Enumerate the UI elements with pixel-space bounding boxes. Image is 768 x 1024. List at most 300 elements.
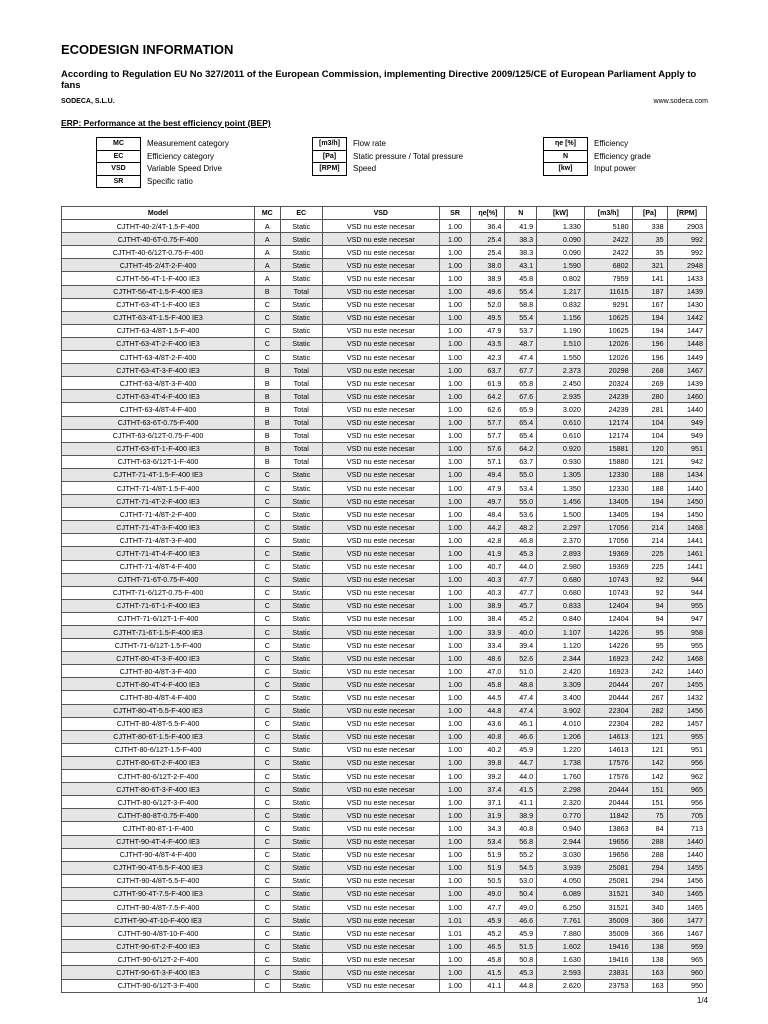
table-row	[62, 770, 707, 783]
table-cell: VSD nu este necesar	[322, 848, 439, 861]
table-cell: CJTHT-80-4/8T-5.5-F-400	[62, 717, 255, 730]
table-cell: 52.6	[505, 652, 537, 665]
table-cell: 44.8	[471, 704, 505, 717]
table-cell: CJTHT-56-4T-1-F-400 IE3	[62, 272, 255, 285]
table-cell: 1442	[667, 311, 706, 324]
table-cell: CJTHT-80-6T-1.5-F-400 IE3	[62, 730, 255, 743]
table-cell: 35	[632, 233, 667, 246]
table-cell: 53.0	[505, 874, 537, 887]
table-cell: 36.4	[471, 220, 505, 233]
table-cell: 1450	[667, 508, 706, 521]
table-cell: 951	[667, 743, 706, 756]
table-cell: 1.01	[439, 927, 471, 940]
table-cell: 19416	[584, 953, 632, 966]
table-cell: VSD nu este necesar	[322, 220, 439, 233]
table-cell: Static	[280, 900, 322, 913]
table-cell: 0.920	[537, 442, 585, 455]
table-cell: 31521	[584, 900, 632, 913]
table-row	[62, 220, 707, 233]
table-cell: 1.00	[439, 704, 471, 717]
table-cell: 40.3	[471, 586, 505, 599]
erp-heading: ERP: Performance at the best efficiency point (BEP)	[61, 118, 271, 128]
legend-category-key: EC	[97, 150, 141, 163]
table-cell: CJTHT-80-8T-0.75-F-400	[62, 809, 255, 822]
table-cell: CJTHT-71-4/8T-2-F-400	[62, 508, 255, 521]
table-cell: 1.00	[439, 626, 471, 639]
table-cell: CJTHT-63-4T-1.5-F-400 IE3	[62, 311, 255, 324]
table-cell: 1468	[667, 652, 706, 665]
table-cell: Static	[280, 940, 322, 953]
table-cell: VSD nu este necesar	[322, 246, 439, 259]
table-cell: Static	[280, 521, 322, 534]
table-cell: C	[255, 612, 280, 625]
table-cell: 53.7	[505, 324, 537, 337]
table-cell: B	[255, 377, 280, 390]
table-cell: 1.00	[439, 717, 471, 730]
table-cell: C	[255, 311, 280, 324]
table-cell: 1465	[667, 900, 706, 913]
table-row	[62, 717, 707, 730]
table-cell: 2.944	[537, 835, 585, 848]
table-cell: Static	[280, 495, 322, 508]
table-cell: VSD nu este necesar	[322, 377, 439, 390]
table-cell: 960	[667, 966, 706, 979]
legend-category-key: VSD	[97, 163, 141, 176]
table-cell: Static	[280, 220, 322, 233]
table-cell: VSD nu este necesar	[322, 272, 439, 285]
table-cell: VSD nu este necesar	[322, 351, 439, 364]
table-cell: 55.0	[505, 468, 537, 481]
table-cell: 11615	[584, 285, 632, 298]
table-cell: Static	[280, 717, 322, 730]
table-cell: 42.3	[471, 351, 505, 364]
table-cell: 288	[632, 848, 667, 861]
table-cell: 1.00	[439, 756, 471, 769]
table-cell: 41.1	[471, 979, 505, 992]
table-cell: 20444	[584, 678, 632, 691]
table-cell: 1.00	[439, 495, 471, 508]
table-cell: A	[255, 259, 280, 272]
regulation-subtitle: According to Regulation EU No 327/2011 of the European Commission, implementing Directive 2009/125/CE of European Parliament Apply to fans	[61, 69, 697, 91]
table-cell: 95	[632, 639, 667, 652]
table-cell: 104	[632, 429, 667, 442]
legend-efficiency-desc: Input power	[594, 164, 636, 174]
table-cell: 7.880	[537, 927, 585, 940]
table-cell: 1.217	[537, 285, 585, 298]
table-cell: 1.00	[439, 390, 471, 403]
table-cell: VSD nu este necesar	[322, 599, 439, 612]
table-cell: 2903	[667, 220, 706, 233]
table-cell: 958	[667, 626, 706, 639]
table-cell: 225	[632, 547, 667, 560]
table-cell: CJTHT-63-4T-3-F-400 IE3	[62, 364, 255, 377]
table-cell: 294	[632, 861, 667, 874]
table-row	[62, 534, 707, 547]
table-cell: CJTHT-71-6T-0.75-F-400	[62, 573, 255, 586]
table-row	[62, 246, 707, 259]
table-cell: VSD nu este necesar	[322, 783, 439, 796]
table-cell: VSD nu este necesar	[322, 285, 439, 298]
table-cell: Total	[280, 429, 322, 442]
table-cell: CJTHT-71-4/8T-4-F-400	[62, 560, 255, 573]
table-cell: 2422	[584, 246, 632, 259]
table-cell: Static	[280, 691, 322, 704]
table-cell: 55.0	[505, 495, 537, 508]
table-cell: 15880	[584, 455, 632, 468]
table-cell: 338	[632, 220, 667, 233]
table-cell: C	[255, 717, 280, 730]
table-cell: CJTHT-56-4T-1.5-F-400 IE3	[62, 285, 255, 298]
table-cell: VSD nu este necesar	[322, 429, 439, 442]
table-cell: 1.00	[439, 246, 471, 259]
table-cell: 962	[667, 770, 706, 783]
table-cell: 44.7	[505, 756, 537, 769]
legend-unit-key: [RPM]	[313, 163, 347, 176]
table-cell: C	[255, 665, 280, 678]
table-cell: Static	[280, 874, 322, 887]
table-cell: 121	[632, 455, 667, 468]
table-cell: 194	[632, 311, 667, 324]
table-cell: CJTHT-63-4T-1-F-400 IE3	[62, 298, 255, 311]
table-cell: 1.00	[439, 573, 471, 586]
column-header: MC	[255, 207, 280, 220]
table-cell: CJTHT-63-6/12T-0.75-F-400	[62, 429, 255, 442]
table-cell: VSD nu este necesar	[322, 717, 439, 730]
legend-unit-row	[313, 163, 464, 176]
table-row	[62, 298, 707, 311]
table-cell: 92	[632, 573, 667, 586]
table-cell: 48.7	[505, 337, 537, 350]
table-cell: 1.190	[537, 324, 585, 337]
table-cell: B	[255, 455, 280, 468]
table-cell: 949	[667, 429, 706, 442]
table-cell: 950	[667, 979, 706, 992]
table-cell: Static	[280, 678, 322, 691]
table-cell: VSD nu este necesar	[322, 678, 439, 691]
legend-efficiency-row	[544, 150, 652, 163]
table-cell: C	[255, 887, 280, 900]
table-cell: C	[255, 914, 280, 927]
table-row	[62, 337, 707, 350]
table-cell: CJTHT-63-4T-4-F-400 IE3	[62, 390, 255, 403]
table-cell: 1.00	[439, 652, 471, 665]
table-cell: C	[255, 940, 280, 953]
table-row	[62, 573, 707, 586]
table-cell: CJTHT-90-4/8T-10-F-400	[62, 927, 255, 940]
table-cell: 1.760	[537, 770, 585, 783]
table-cell: VSD nu este necesar	[322, 442, 439, 455]
table-cell: 53.6	[505, 508, 537, 521]
table-cell: 23753	[584, 979, 632, 992]
table-cell: 3.902	[537, 704, 585, 717]
table-row	[62, 874, 707, 887]
table-cell: 1447	[667, 324, 706, 337]
table-cell: 1.00	[439, 665, 471, 678]
table-cell: 12330	[584, 481, 632, 494]
table-cell: CJTHT-90-4T-4-F-400 IE3	[62, 835, 255, 848]
table-cell: 1.00	[439, 311, 471, 324]
legend-category-row	[97, 150, 230, 163]
table-cell: 54.5	[505, 861, 537, 874]
table-row	[62, 796, 707, 809]
table-cell: 25081	[584, 861, 632, 874]
table-cell: 3.030	[537, 848, 585, 861]
table-cell: Static	[280, 639, 322, 652]
table-cell: 1.00	[439, 547, 471, 560]
table-cell: 281	[632, 403, 667, 416]
table-cell: Static	[280, 298, 322, 311]
column-header: ηe[%]	[471, 207, 505, 220]
table-cell: 39.2	[471, 770, 505, 783]
table-cell: 12174	[584, 416, 632, 429]
table-cell: C	[255, 953, 280, 966]
table-cell: 2.450	[537, 377, 585, 390]
table-cell: Static	[280, 743, 322, 756]
table-cell: 53.4	[505, 481, 537, 494]
table-cell: 33.4	[471, 639, 505, 652]
table-cell: 51.9	[471, 848, 505, 861]
table-row	[62, 599, 707, 612]
legend-efficiency-desc: Efficiency grade	[594, 151, 651, 161]
table-cell: 1.602	[537, 940, 585, 953]
table-cell: VSD nu este necesar	[322, 468, 439, 481]
table-cell: 6.089	[537, 887, 585, 900]
table-cell: 49.5	[471, 311, 505, 324]
table-cell: 6.250	[537, 900, 585, 913]
table-cell: 1.120	[537, 639, 585, 652]
legend-efficiency-row	[544, 138, 652, 151]
table-cell: 1461	[667, 547, 706, 560]
table-cell: 0.680	[537, 573, 585, 586]
table-cell: 20298	[584, 364, 632, 377]
table-cell: 49.0	[471, 887, 505, 900]
table-cell: 1455	[667, 861, 706, 874]
table-cell: 17056	[584, 521, 632, 534]
table-cell: 1456	[667, 874, 706, 887]
table-cell: C	[255, 704, 280, 717]
table-cell: 34.3	[471, 822, 505, 835]
table-cell: 61.9	[471, 377, 505, 390]
table-cell: 17056	[584, 534, 632, 547]
table-cell: CJTHT-63-4/8T-1.5-F-400	[62, 324, 255, 337]
table-cell: VSD nu este necesar	[322, 508, 439, 521]
table-cell: 92	[632, 586, 667, 599]
table-cell: 1.00	[439, 966, 471, 979]
table-cell: 713	[667, 822, 706, 835]
table-cell: 63.7	[505, 455, 537, 468]
table-cell: 1467	[667, 364, 706, 377]
table-cell: 1.590	[537, 259, 585, 272]
table-cell: 321	[632, 259, 667, 272]
table-cell: 1.00	[439, 521, 471, 534]
table-cell: 13405	[584, 495, 632, 508]
table-cell: Total	[280, 390, 322, 403]
legend-category-key: MC	[97, 138, 141, 151]
table-cell: C	[255, 848, 280, 861]
table-cell: 2.297	[537, 521, 585, 534]
legend-category-desc: Efficiency category	[147, 151, 214, 161]
table-cell: A	[255, 233, 280, 246]
table-cell: Static	[280, 756, 322, 769]
table-cell: 47.4	[505, 691, 537, 704]
table-cell: Static	[280, 626, 322, 639]
table-cell: 2.620	[537, 979, 585, 992]
page-number: 1/4	[696, 996, 708, 1005]
table-row	[62, 429, 707, 442]
table-cell: 1.00	[439, 508, 471, 521]
table-cell: VSD nu este necesar	[322, 665, 439, 678]
table-cell: 1.00	[439, 233, 471, 246]
table-cell: 50.8	[505, 953, 537, 966]
table-cell: 2.935	[537, 390, 585, 403]
legend-efficiency-key: ηe [%]	[544, 138, 588, 151]
table-row	[62, 730, 707, 743]
table-cell: 1455	[667, 678, 706, 691]
table-cell: 10743	[584, 586, 632, 599]
table-cell: Static	[280, 809, 322, 822]
table-cell: CJTHT-63-4/8T-2-F-400	[62, 351, 255, 364]
table-row	[62, 547, 707, 560]
table-cell: C	[255, 691, 280, 704]
table-cell: 45.2	[471, 927, 505, 940]
table-cell: C	[255, 351, 280, 364]
table-cell: CJTHT-80-6T-2-F-400 IE3	[62, 756, 255, 769]
legend-unit-key: [m3/h]	[313, 138, 347, 151]
table-cell: 340	[632, 887, 667, 900]
legend-category-desc: Specific ratio	[147, 176, 193, 186]
table-cell: VSD nu este necesar	[322, 979, 439, 992]
table-cell: 949	[667, 416, 706, 429]
table-cell: 50.5	[471, 874, 505, 887]
table-cell: 42.8	[471, 534, 505, 547]
table-cell: 51.0	[505, 665, 537, 678]
table-cell: 40.2	[471, 743, 505, 756]
table-cell: 31521	[584, 887, 632, 900]
table-cell: 1.00	[439, 337, 471, 350]
legend-efficiency-desc: Efficiency	[594, 139, 629, 149]
table-cell: 3.309	[537, 678, 585, 691]
table-cell: Static	[280, 927, 322, 940]
table-cell: 49.0	[505, 900, 537, 913]
table-cell: CJTHT-63-6T-1-F-400 IE3	[62, 442, 255, 455]
table-cell: 19369	[584, 560, 632, 573]
table-cell: B	[255, 416, 280, 429]
table-cell: 46.1	[505, 717, 537, 730]
table-cell: VSD nu este necesar	[322, 940, 439, 953]
table-cell: CJTHT-40-6/12T-0.75-F-400	[62, 246, 255, 259]
table-cell: 1467	[667, 927, 706, 940]
table-row	[62, 887, 707, 900]
table-cell: 16923	[584, 665, 632, 678]
table-cell: CJTHT-90-4/8T-4-F-400	[62, 848, 255, 861]
legend-category-key: SR	[97, 175, 141, 188]
website-link[interactable]: www.sodeca.com	[653, 98, 708, 105]
table-cell: 16923	[584, 652, 632, 665]
table-cell: C	[255, 809, 280, 822]
table-cell: CJTHT-80-6T-3-F-400 IE3	[62, 783, 255, 796]
table-cell: 46.6	[505, 730, 537, 743]
table-row	[62, 259, 707, 272]
table-cell: 1468	[667, 521, 706, 534]
table-row	[62, 861, 707, 874]
table-cell: VSD nu este necesar	[322, 403, 439, 416]
table-cell: CJTHT-71-6T-1-F-400 IE3	[62, 599, 255, 612]
table-cell: 1.550	[537, 351, 585, 364]
legend-unit-row	[313, 150, 464, 163]
table-cell: VSD nu este necesar	[322, 770, 439, 783]
table-cell: VSD nu este necesar	[322, 887, 439, 900]
legend-category-desc: Variable Speed Drive	[147, 164, 223, 174]
table-cell: 38.9	[471, 599, 505, 612]
table-cell: 188	[632, 468, 667, 481]
table-cell: C	[255, 298, 280, 311]
table-cell: 40.8	[505, 822, 537, 835]
table-cell: 138	[632, 953, 667, 966]
table-cell: CJTHT-71-4/8T-3-F-400	[62, 534, 255, 547]
table-cell: 104	[632, 416, 667, 429]
table-cell: 267	[632, 691, 667, 704]
table-cell: Total	[280, 455, 322, 468]
table-cell: 366	[632, 914, 667, 927]
table-cell: 1.00	[439, 848, 471, 861]
table-cell: 40.0	[505, 626, 537, 639]
table-cell: Static	[280, 770, 322, 783]
table-cell: Static	[280, 861, 322, 874]
table-cell: 267	[632, 678, 667, 691]
table-cell: 55.4	[505, 311, 537, 324]
table-cell: 38.3	[505, 246, 537, 259]
table-cell: 0.930	[537, 455, 585, 468]
table-row	[62, 835, 707, 848]
table-cell: 3.400	[537, 691, 585, 704]
table-cell: 51.9	[471, 861, 505, 874]
table-cell: VSD nu este necesar	[322, 534, 439, 547]
table-cell: 49.4	[471, 468, 505, 481]
table-cell: CJTHT-80-8T-1-F-400	[62, 822, 255, 835]
table-cell: 340	[632, 900, 667, 913]
table-cell: Static	[280, 665, 322, 678]
table-cell: 6802	[584, 259, 632, 272]
table-cell: VSD nu este necesar	[322, 626, 439, 639]
table-cell: 944	[667, 586, 706, 599]
table-cell: B	[255, 285, 280, 298]
table-cell: 1.00	[439, 416, 471, 429]
column-header: Model	[62, 207, 255, 220]
table-cell: 0.802	[537, 272, 585, 285]
table-cell: CJTHT-71-6/12T-0.75-F-400	[62, 586, 255, 599]
table-cell: VSD nu este necesar	[322, 835, 439, 848]
table-cell: 47.9	[471, 324, 505, 337]
table-cell: Static	[280, 953, 322, 966]
table-cell: CJTHT-40-6T-0.75-F-400	[62, 233, 255, 246]
table-cell: 1433	[667, 272, 706, 285]
table-cell: 64.2	[505, 442, 537, 455]
table-cell: 0.833	[537, 599, 585, 612]
table-cell: 49.6	[471, 285, 505, 298]
table-cell: Static	[280, 599, 322, 612]
table-cell: 1.00	[439, 612, 471, 625]
table-row	[62, 914, 707, 927]
table-row	[62, 678, 707, 691]
table-cell: 1.00	[439, 730, 471, 743]
table-cell: Static	[280, 730, 322, 743]
table-cell: B	[255, 429, 280, 442]
table-cell: 38.4	[471, 612, 505, 625]
table-cell: 141	[632, 272, 667, 285]
table-cell: VSD nu este necesar	[322, 953, 439, 966]
table-cell: 188	[632, 481, 667, 494]
table-cell: 17576	[584, 756, 632, 769]
